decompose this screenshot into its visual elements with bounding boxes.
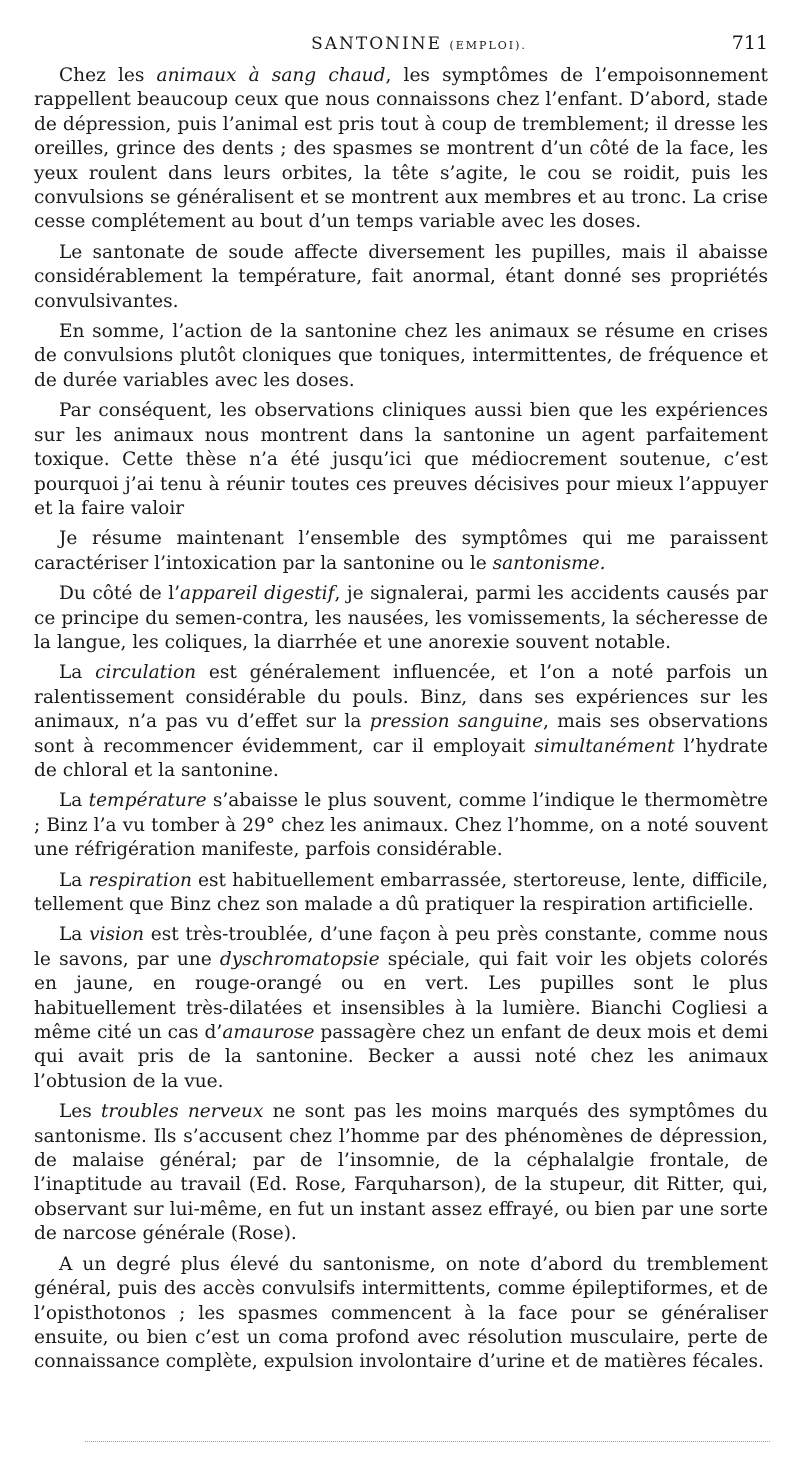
paragraph — [34, 923, 768, 1094]
paragraph — [34, 789, 768, 862]
text-run: Je résume maintenant l’ensemble des symptômes qui me paraissent caractériser l’intoxication par la santonine ou le — [34, 528, 768, 574]
running-title-text: SANTONINE — [311, 34, 443, 54]
text-run: La — [59, 869, 89, 891]
italic-term: respiration — [88, 869, 192, 891]
text-run: , je signalerai, parmi les accidents causés par ce principe du semen-contra, les nausées, les vomissements, la sécheresse de la langue, les coliques, la diarrhée et une anorexie souvent notable. — [34, 583, 768, 653]
italic-term: simultanément — [534, 735, 675, 757]
paragraph — [34, 869, 768, 918]
text-run: La — [59, 924, 90, 946]
body-text — [34, 64, 768, 1381]
italic-term: troubles nerveux — [100, 1101, 264, 1123]
italic-term: dyschromatopsie — [219, 948, 380, 970]
paragraph — [34, 1253, 768, 1375]
text-run: Chez les — [59, 65, 157, 86]
paragraph — [34, 241, 768, 314]
text-run: A un degré plus élevé du santonisme, on note d’abord du tremblement général, puis des accès convulsifs intermittents, comme épileptiformes, et de l’opisthotonos ; les spasmes commencent à la face pour se généraliser ensuite, ou bien c’est un coma profond avec résolution musculaire, perte de connaissance complète, expulsion involontaire d’urine et de matières fécales. — [34, 1253, 768, 1373]
text-run: est habituellement embarrassée, stertoreuse, lente, difficile, tellement que Binz chez son malade a dû pratiquer la respiration artificielle. — [34, 869, 768, 915]
italic-term: circulation — [95, 662, 197, 684]
text-run: En somme, l’action de la santonine chez les animaux se résume en crises de convulsions plutôt cloniques que toniques, intermittentes, de fréquence et de durée variables avec les doses. — [34, 321, 768, 391]
text-run: La — [59, 790, 89, 812]
italic-term: température — [88, 790, 207, 812]
italic-term: animaux à sang chaud — [156, 65, 386, 86]
text-run: Le santonate de soude affecte diversement les pupilles, mais il abaisse considérablement la température, fait anormal, étant donné ses propriétés convulsivantes. — [34, 241, 768, 312]
paragraph — [34, 582, 768, 655]
paragraph — [34, 64, 768, 235]
text-run: l’hydrate de chloral et la santonine. — [34, 735, 769, 781]
paragraph — [34, 661, 768, 783]
running-title — [40, 34, 768, 54]
italic-term: amaurose — [222, 1022, 315, 1044]
running-subtitle: (EMPLOI). — [449, 39, 527, 52]
italic-term: vision — [89, 924, 145, 946]
text-run: Les — [59, 1101, 101, 1123]
paragraph — [34, 1100, 768, 1246]
italic-term: appareil digestif — [180, 583, 335, 605]
text-run: est généralement influencée, et l’on a noté parfois un ralentissement considérable du pouls. Binz, dans ses expériences sur les animaux, n’a pas vu d’effet sur la — [34, 662, 768, 733]
paragraph — [34, 320, 768, 393]
paragraph — [34, 399, 768, 521]
text-run: s’abaisse le plus souvent, comme l’indique le thermomètre ; Binz l’a vu tomber à 29° chez les animaux. Chez l’homme, on a noté souvent une réfrigération manifeste, parfois considérable. — [34, 790, 769, 861]
text-run: est très-troublée, d’une façon à peu près constante, comme nous le savons, par une — [34, 924, 768, 970]
page-header — [40, 32, 768, 62]
text-run: , mais ses observations sont à recommencer évidemment, car il employait — [34, 711, 768, 757]
text-run: Par conséquent, les observations cliniques aussi bien que les expériences sur les animaux nous montrent dans la santonine un agent parfaitement toxique. Cette thèse n’a été jusqu’ici que médiocrement soutenue, c’est pourquoi j’ai tenu à réunir toutes ces preuves décisives pour mieux l’appuyer et la faire valoir — [34, 400, 768, 519]
page-number: 711 — [731, 32, 768, 54]
text-run: La — [59, 662, 96, 684]
italic-term: santonisme. — [492, 552, 606, 574]
paragraph — [34, 527, 768, 576]
italic-term: pression sanguine — [369, 711, 544, 733]
text-run: ne sont pas les moins marqués des symptômes du santonisme. Ils s’accusent chez l’homme par des phénomènes de dépression, de malaise général; par de l’insomnie, de la céphalalgie frontale, de l’inaptitude au travail (Ed. Rose, Farquharson), de la stupeur, dit Ritter, qui, observant sur lui-même, en fut un instant assez effrayé, ou bien par une sorte de narcose générale (Rose). — [34, 1101, 768, 1245]
footer-dotted-rule — [85, 1441, 770, 1442]
text-run: spéciale, qui fait voir les objets colorés en jaune, en rouge-orangé ou en vert. Les pupilles sont le plus habituellement très-dilatées et insensibles à la lumière. Bianchi Cogliesi a même cité un cas d’ — [34, 948, 768, 1044]
text-run: passagère chez un enfant de deux mois et demi qui avait pris de la santonine. Becker a aussi noté chez les animaux l’obtusion de la vue. — [34, 1022, 768, 1092]
text-run: Du côté de l’ — [59, 583, 181, 605]
text-run: , les symptômes de l’empoisonnement rappellent beaucoup ceux que nous connaissons chez l’enfant. D’abord, stade de dépression, puis l’animal est pris tout à coup de tremblement; il dresse les oreilles, grince des dents ; des spasmes se montrent d’un côté de la face, les yeux roulent dans leurs orbites, la tête s’agite, le cou se roidit, puis les convulsions se généralisent et se montrent aux membres et au tronc. La crise cesse complétement au bout d’un temps variable avec les doses. — [34, 65, 768, 233]
